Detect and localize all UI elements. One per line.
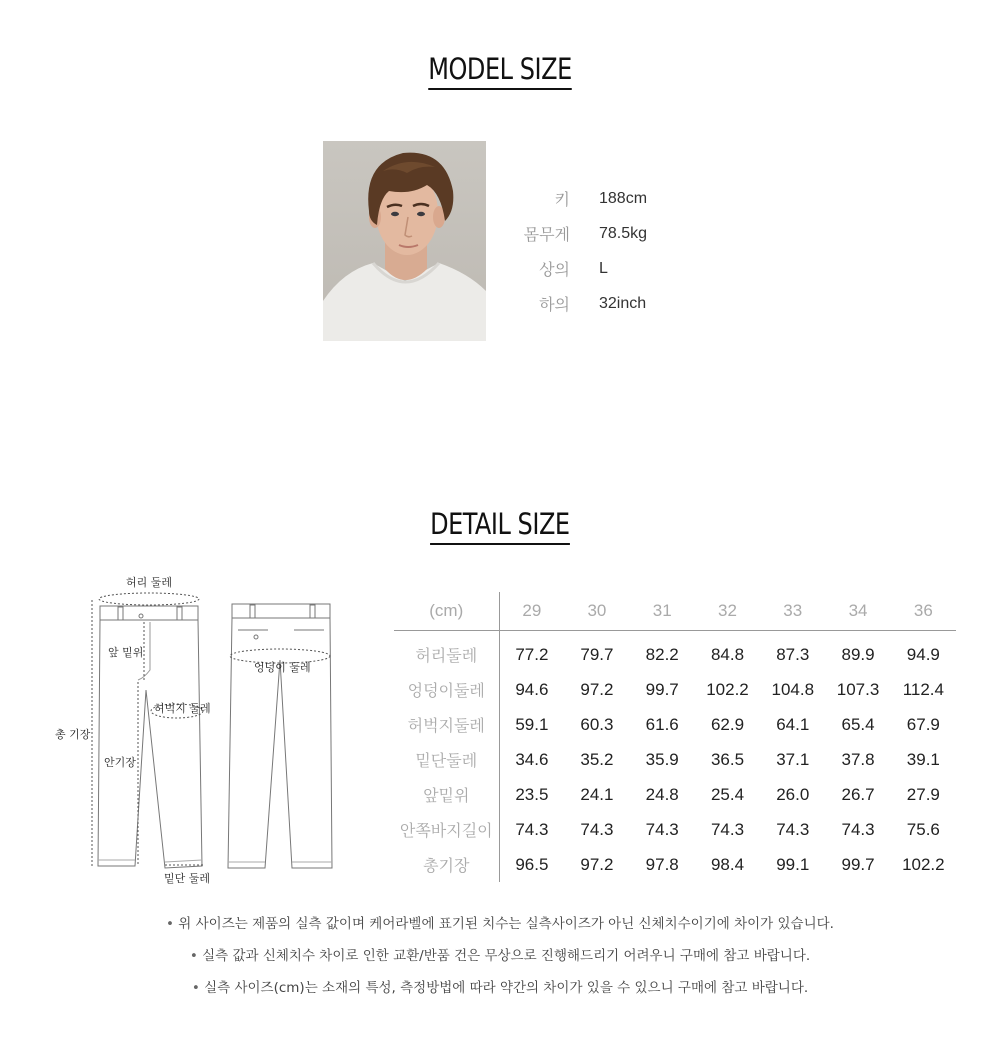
measurement-label: 총기장 bbox=[394, 847, 499, 882]
size-header: 29 bbox=[499, 592, 564, 631]
measurement-label: 엉덩이둘레 bbox=[394, 672, 499, 707]
measurement-value: 74.3 bbox=[710, 819, 745, 839]
measurement-value: 26.0 bbox=[776, 784, 810, 804]
size-header: 32 bbox=[695, 592, 760, 631]
model-size-title-text: MODEL SIZE bbox=[428, 52, 572, 90]
measurement-value: 74.3 bbox=[515, 819, 549, 839]
unit-label: (cm) bbox=[394, 592, 499, 631]
measurement-label: 허리둘레 bbox=[394, 631, 499, 673]
spec-label: 하의 bbox=[539, 295, 570, 314]
measurement-value: 84.8 bbox=[710, 644, 745, 664]
size-row bbox=[394, 631, 956, 673]
measurement-value: 94.9 bbox=[906, 644, 940, 664]
measurement-value: 96.5 bbox=[515, 854, 549, 874]
measurement-value: 87.3 bbox=[776, 644, 810, 664]
spec-value: L bbox=[599, 259, 608, 277]
model-size-title bbox=[0, 52, 1000, 90]
size-table bbox=[394, 592, 956, 882]
size-notes bbox=[0, 910, 1000, 1006]
measurement-value: 24.8 bbox=[645, 784, 679, 804]
note-item: • 위 사이즈는 제품의 실측 값이며 케어라벨에 표기된 치수는 실측사이즈가 아닌 신체치수이기에 차이가 있습니다. bbox=[0, 910, 1000, 942]
size-row bbox=[394, 847, 956, 882]
measurement-value: 34.6 bbox=[515, 749, 549, 769]
model-spec-weight bbox=[508, 216, 647, 251]
measurement-value: 25.4 bbox=[710, 784, 745, 804]
spec-label: 키 bbox=[554, 190, 570, 209]
measurement-value: 74.3 bbox=[580, 819, 614, 839]
measurement-value: 60.3 bbox=[580, 714, 614, 734]
measurement-value: 102.2 bbox=[902, 854, 945, 874]
spec-label: 몸무게 bbox=[523, 225, 570, 244]
model-spec-height bbox=[508, 181, 647, 216]
measurement-value: 94.6 bbox=[515, 679, 549, 699]
label-thigh: 허벅지 둘레 bbox=[154, 702, 211, 715]
size-row bbox=[394, 812, 956, 847]
measurement-value: 64.1 bbox=[776, 714, 810, 734]
measurement-value: 65.4 bbox=[841, 714, 875, 734]
measurement-value: 36.5 bbox=[710, 749, 745, 769]
measurement-value: 104.8 bbox=[771, 679, 815, 699]
measurement-value: 97.2 bbox=[580, 854, 614, 874]
size-header-row bbox=[394, 592, 956, 631]
measurement-value: 97.8 bbox=[645, 854, 679, 874]
label-hip: 엉덩이 둘레 bbox=[254, 661, 311, 674]
measurement-value: 59.1 bbox=[515, 714, 549, 734]
measurement-value: 37.1 bbox=[776, 749, 810, 769]
detail-size-title-text: DETAIL SIZE bbox=[430, 507, 570, 545]
note-item: • 실측 사이즈(cm)는 소재의 특성, 측정방법에 따라 약간의 차이가 있을 수 있으니 구매에 참고 바랍니다. bbox=[0, 974, 1000, 1006]
measurement-value: 102.2 bbox=[706, 679, 749, 699]
measurement-label: 앞밑위 bbox=[394, 777, 499, 812]
label-front-rise: 앞 밑위 bbox=[108, 646, 144, 659]
measurement-value: 24.1 bbox=[580, 784, 614, 804]
measurement-value: 23.5 bbox=[515, 784, 549, 804]
measurement-value: 37.8 bbox=[841, 749, 875, 769]
measurement-value: 79.7 bbox=[580, 644, 614, 664]
label-waist: 허리 둘레 bbox=[126, 576, 173, 589]
size-header: 33 bbox=[760, 592, 825, 631]
size-row bbox=[394, 777, 956, 812]
measurement-value: 74.3 bbox=[645, 819, 679, 839]
spec-label: 상의 bbox=[539, 260, 570, 279]
model-spec-list bbox=[508, 181, 647, 321]
size-header: 34 bbox=[825, 592, 890, 631]
measurement-label: 허벅지둘레 bbox=[394, 707, 499, 742]
note-item: • 실측 값과 신체치수 차이로 인한 교환/반품 건은 무상으로 진행해드리기 어려우니 구매에 참고 바랍니다. bbox=[0, 942, 1000, 974]
measurement-value: 99.1 bbox=[776, 854, 810, 874]
measurement-value: 39.1 bbox=[906, 749, 940, 769]
measurement-value: 74.3 bbox=[776, 819, 810, 839]
size-row bbox=[394, 707, 956, 742]
measurement-value: 107.3 bbox=[836, 679, 880, 699]
size-header: 30 bbox=[564, 592, 629, 631]
label-total-length: 총 기장 bbox=[55, 728, 91, 741]
measurement-label: 밑단둘레 bbox=[394, 742, 499, 777]
spec-value: 78.5kg bbox=[599, 224, 648, 242]
measurement-value: 74.3 bbox=[841, 819, 875, 839]
measurement-label: 안쪽바지길이 bbox=[394, 812, 499, 847]
measurement-value: 112.4 bbox=[902, 679, 944, 699]
spec-value: 188cm bbox=[599, 189, 648, 207]
measurement-value: 89.9 bbox=[841, 644, 875, 664]
label-inseam: 안기장 bbox=[104, 756, 136, 769]
measurement-value: 99.7 bbox=[645, 679, 679, 699]
measurement-value: 77.2 bbox=[515, 644, 549, 664]
measurement-value: 97.2 bbox=[580, 679, 614, 699]
measurement-value: 75.6 bbox=[906, 819, 940, 839]
size-header: 31 bbox=[630, 592, 695, 631]
measurement-value: 62.9 bbox=[710, 714, 745, 734]
model-photo bbox=[323, 141, 486, 341]
size-row bbox=[394, 672, 956, 707]
model-spec-top bbox=[508, 251, 647, 286]
model-spec-bottom bbox=[508, 286, 647, 321]
spec-value: 32inch bbox=[599, 294, 647, 312]
size-header: 36 bbox=[891, 592, 956, 631]
measurement-value: 99.7 bbox=[841, 854, 875, 874]
measurement-value: 82.2 bbox=[645, 644, 679, 664]
measurement-value: 35.2 bbox=[580, 749, 614, 769]
measurement-value: 67.9 bbox=[906, 714, 940, 734]
detail-size-title bbox=[0, 507, 1000, 545]
pants-measurement-diagram bbox=[40, 560, 360, 900]
measurement-value: 27.9 bbox=[906, 784, 940, 804]
measurement-value: 26.7 bbox=[841, 784, 875, 804]
measurement-value: 61.6 bbox=[645, 714, 679, 734]
size-row bbox=[394, 742, 956, 777]
label-hem: 밑단 둘레 bbox=[164, 872, 211, 885]
measurement-value: 35.9 bbox=[645, 749, 679, 769]
measurement-value: 98.4 bbox=[710, 854, 745, 874]
